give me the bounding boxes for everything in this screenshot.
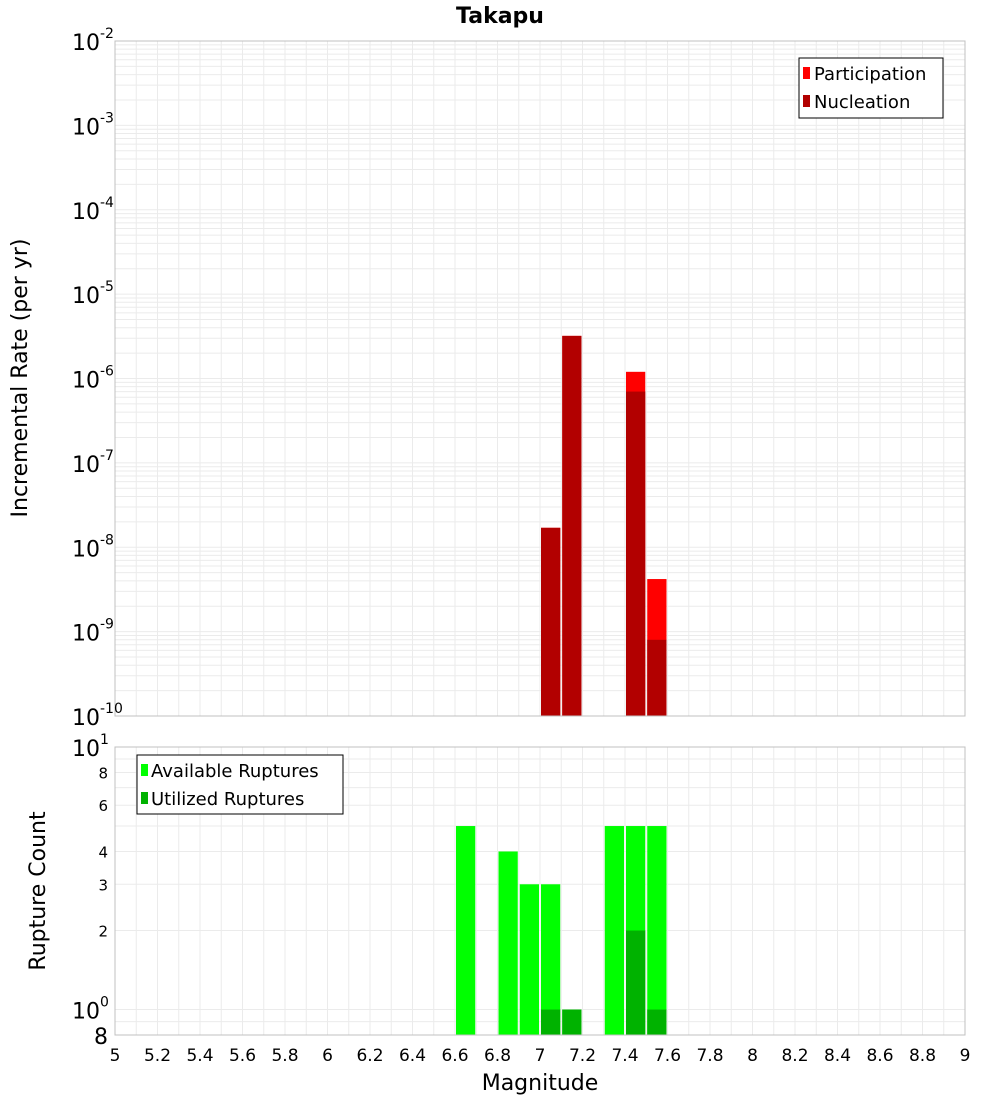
count-plot-y-label: Rupture Count	[26, 811, 51, 971]
rate-plot	[8, 26, 965, 731]
available-bar	[605, 826, 624, 1035]
x-tick-label: 8.2	[781, 1046, 809, 1066]
y-tick-label: 8	[98, 764, 108, 783]
available-bar	[647, 826, 666, 1035]
y-tick-label: $10^{-2}$	[72, 26, 114, 56]
x-tick-label: 6.6	[441, 1046, 469, 1066]
x-tick-label: 7	[534, 1046, 546, 1066]
chart-title: Takapu	[456, 4, 544, 29]
x-tick-label: 5.6	[228, 1046, 257, 1066]
utilized-bar	[541, 1010, 560, 1035]
x-tick-label: 5.4	[186, 1046, 214, 1066]
utilized-swatch	[141, 792, 148, 804]
nucleation-bar	[647, 640, 666, 716]
x-tick-label: 6.8	[483, 1046, 512, 1066]
y-tick-label: 8	[94, 1025, 108, 1050]
participation-swatch	[803, 67, 810, 79]
x-tick-label: 6.4	[398, 1046, 427, 1066]
utilized-bar	[647, 1010, 666, 1035]
available-bar	[520, 884, 539, 1035]
rate-plot-grid	[115, 41, 965, 716]
count-plot-legend	[137, 755, 343, 814]
legend-available: Available Ruptures	[151, 761, 319, 782]
nucleation-swatch	[803, 95, 810, 107]
x-tick-label: 5	[109, 1046, 121, 1066]
legend-nucleation: Nucleation	[814, 92, 911, 113]
y-tick-label: $10^{-10}$	[72, 701, 123, 731]
y-tick-label: $10^{-3}$	[72, 110, 114, 141]
available-swatch	[141, 764, 148, 776]
y-tick-label: $10^0$	[72, 994, 109, 1025]
rate-plot-legend	[799, 58, 943, 118]
x-tick-label: 5.2	[143, 1046, 172, 1066]
y-tick-label: 3	[98, 876, 108, 895]
count-plot-y-ticks	[72, 732, 109, 1050]
x-tick-label: 6	[322, 1046, 333, 1066]
nucleation-bar	[626, 392, 645, 716]
y-tick-label: 4	[98, 843, 108, 862]
y-tick-label: $10^{-9}$	[72, 616, 114, 647]
rate-plot-y-label: Incremental Rate (per yr)	[8, 238, 33, 518]
y-tick-label: $10^{-8}$	[72, 532, 114, 563]
legend-utilized: Utilized Ruptures	[151, 789, 305, 810]
y-tick-label: $10^{-7}$	[72, 447, 114, 478]
utilized-bar	[626, 931, 645, 1035]
x-tick-label: 7.8	[696, 1046, 724, 1066]
x-tick-label: 8.6	[866, 1046, 894, 1066]
x-tick-label: 7.2	[568, 1046, 597, 1066]
x-tick-label: 7.6	[653, 1046, 682, 1066]
x-tick-label: 8	[747, 1046, 758, 1066]
x-tick-label: 7.4	[611, 1046, 639, 1066]
x-tick-label: 8.4	[823, 1046, 852, 1066]
y-tick-label: $10^{-5}$	[72, 279, 114, 310]
legend-participation: Participation	[814, 64, 927, 85]
x-tick-label: 8.8	[908, 1046, 937, 1066]
nucleation-bar	[541, 528, 560, 716]
x-tick-label: 9	[959, 1046, 971, 1066]
x-axis-label: Magnitude	[481, 1071, 599, 1096]
utilized-bar	[562, 1010, 581, 1035]
y-tick-label: $10^{-6}$	[72, 363, 114, 394]
x-tick-label: 5.8	[271, 1046, 299, 1066]
y-tick-label: 2	[98, 922, 108, 941]
count-plot	[26, 732, 970, 1096]
x-axis-ticks	[110, 1046, 971, 1066]
available-bar	[456, 826, 475, 1035]
y-tick-label: 6	[98, 797, 108, 816]
y-tick-label: $10^{-4}$	[72, 194, 114, 225]
x-tick-label: 6.2	[356, 1046, 384, 1066]
available-bar	[499, 851, 518, 1035]
y-tick-label: $10^1$	[72, 732, 109, 762]
nucleation-bar	[562, 336, 581, 716]
